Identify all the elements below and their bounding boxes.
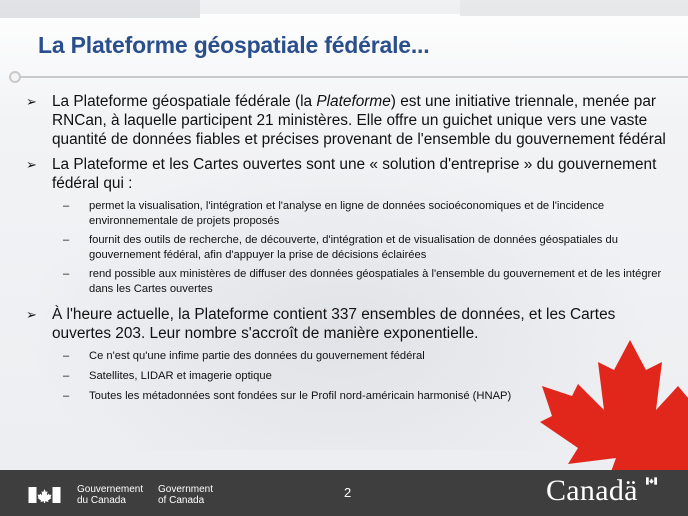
dash-bullet-icon: – <box>63 200 70 212</box>
sub-bullet-text: Ce n'est qu'une infime partie des données du gouvernement fédéral <box>89 350 425 362</box>
dash-bullet-icon: – <box>63 390 70 402</box>
gov-fr-line2: du Canada <box>77 495 126 506</box>
gov-en-line2: of Canada <box>158 495 205 506</box>
sub-bullet-text: rend possible aux ministères de diffuser des données géospatiales à l'ensemble du gouvernement et de les intégrer dans les Cartes ouvertes <box>89 268 662 295</box>
bullet-text: La Plateforme et les Cartes ouvertes sont une « solution d'entreprise » du gouvernement fédéral qui : <box>52 156 657 192</box>
title-divider <box>12 76 688 78</box>
government-name-en <box>158 484 213 506</box>
background-photo-strip <box>460 0 688 16</box>
bullet-text: À l'heure actuelle, la Plateforme contient 337 ensembles de données, et les Cartes ouvertes 203. Leur nombre s'accroît de manière exponentielle. <box>52 306 616 342</box>
sub-bullet-text: Toutes les métadonnées sont fondées sur le Profil nord-américain harmonisé (HNAP) <box>89 390 512 402</box>
dash-bullet-icon: – <box>63 370 70 382</box>
page-number: 2 <box>344 485 352 500</box>
background-photo-strip <box>200 0 460 14</box>
bullet-item <box>26 305 674 343</box>
bullet-item <box>26 155 674 193</box>
sub-bullet-text: fournit des outils de recherche, de découverte, d'intégration et de visualisation de données géospatiales du gouvernement fédéral, afin d'appuyer la prise de décisions éclairées <box>89 234 618 261</box>
arrow-bullet-icon: ➢ <box>26 157 37 172</box>
dash-bullet-icon: – <box>63 268 70 280</box>
bullet-item <box>26 92 674 149</box>
divider-circle <box>9 71 21 83</box>
sub-bullet-text: permet la visualisation, l'intégration et l'analyse en ligne de données socioéconomiques et de l'incidence environnementale de projets proposés <box>89 200 605 227</box>
canada-flag-icon <box>28 487 61 503</box>
sub-bullet-item <box>26 233 674 263</box>
sub-bullet-item <box>26 199 674 229</box>
arrow-bullet-icon: ➢ <box>26 307 37 322</box>
dash-bullet-icon: – <box>63 350 70 362</box>
bullet-text: La Plateforme géospatiale fédérale (la Plateforme) est une initiative triennale, menée par RNCan, à laquelle participent 21 ministères. Elle offre un guichet unique vers une vaste quantité de données fiables et précises provenant de l'ensemble du gouvernement fédéral <box>52 93 666 148</box>
slide-title: La Plateforme géospatiale fédérale... <box>38 32 430 58</box>
dash-bullet-icon: – <box>63 234 70 246</box>
gov-fr-line1: Gouvernement <box>77 484 144 495</box>
canada-wordmark-flag-icon <box>646 477 657 485</box>
maple-leaf-icon <box>538 340 688 480</box>
background-photo-strip <box>0 0 200 18</box>
arrow-bullet-icon: ➢ <box>26 94 37 109</box>
gov-en-line1: Government <box>158 484 214 495</box>
sub-bullet-text: Satellites, LIDAR et imagerie optique <box>89 370 272 382</box>
sub-bullet-item <box>26 267 674 297</box>
canada-wordmark: Canadä <box>546 474 638 507</box>
government-name-fr <box>77 484 143 506</box>
